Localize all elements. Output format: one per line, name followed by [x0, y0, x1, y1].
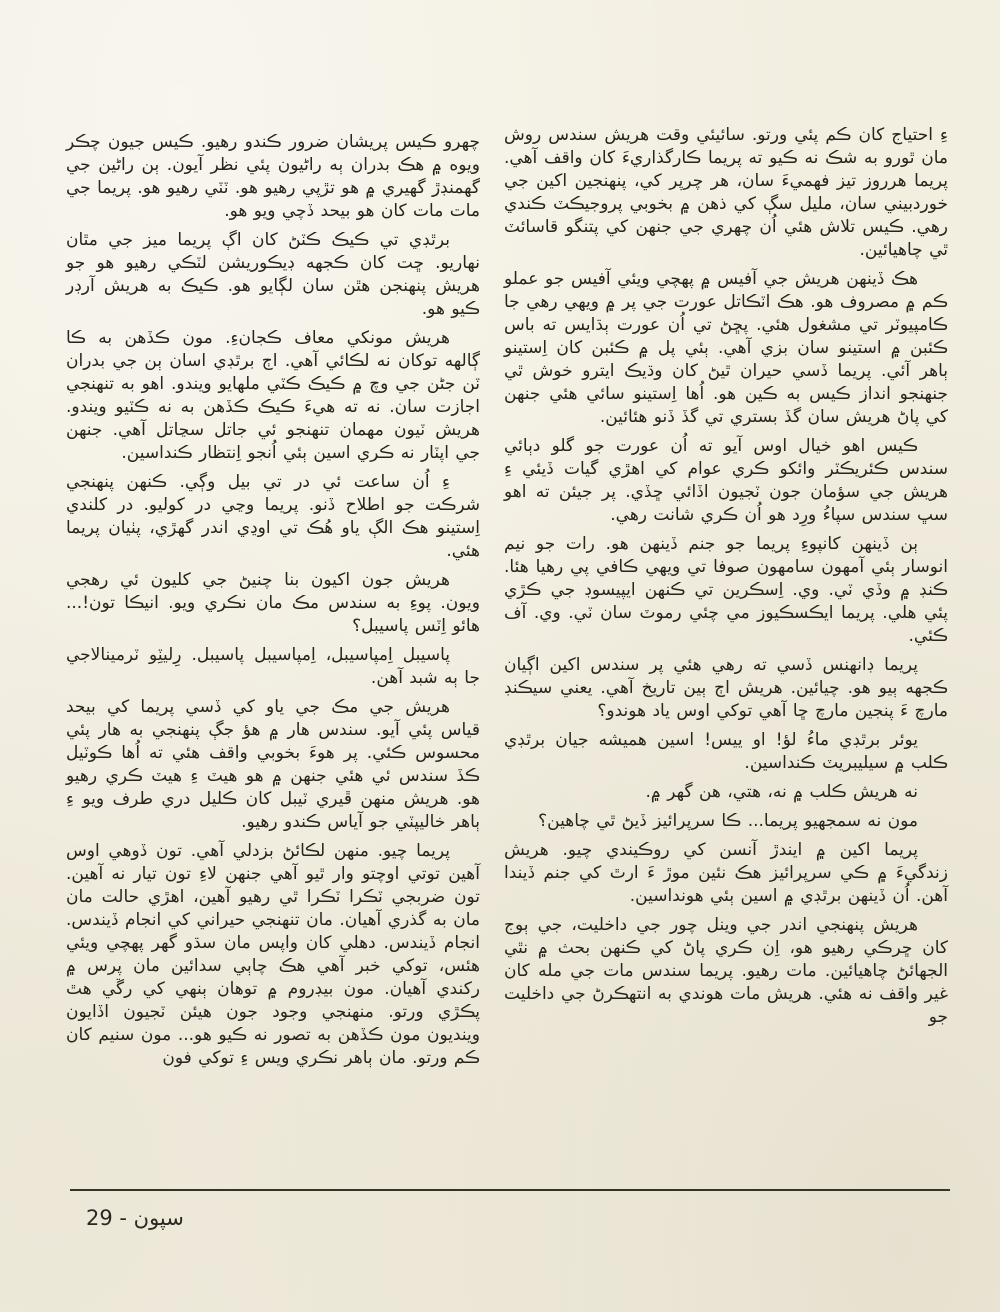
- paragraph: هريش مونکي معاف ڪجانءِ. مون ڪڏهن به ڪا ڳالهه توکان نه لڪائي آهي. اڄ برٿڊي اسان ٻن جي بدران ٽن جڻن جي وچ ۾ ڪيڪ ڪٽي ملهايو ويندو. اهو به تنهنجي اجازت سان. نه ته هيءَ ڪيڪ ڪڏهن به نه ڪٽيو ويندو. هريش ٽيون مهمان تنهنجو ئي جاتل سڃاتل آهي. جنهن جي اپٽار نه ڪري اسين ٻئي اُنجو اِنتظار ڪنداسين.: [66, 328, 480, 463]
- paragraph: هريش پنهنجي اندر جي وينل چور جي داخليت، جي ٻوج کان ڇرڪي رهيو هو، اِن ڪري پاڻ کي ڪنهن بحث ۾ نٿي الجهائڻ چاهيائين. مات رهيو. پريما سندس مات جي مله کان غير واقف نه هئي. هريش مات هوندي به انتهڪرڻ جي داخليت جو: [504, 915, 948, 1027]
- paragraph: مون نه سمجهيو پريما... ڪا سرپرائيز ڏيڻ ٿي چاهين؟: [538, 811, 918, 831]
- paragraph: پريما ڊانهنس ڏسي ته رهي هئي پر سندس اکين اڳيان ڪجهه ٻيو هو. چيائين. هريش اڄ ٻين تاريخ آهي. يعني سيڪنڊ مارچ ءَ پنجين مارچ ڇا آهي توکي اوس ياد هوندو؟: [504, 655, 948, 721]
- paragraph: پاسيبل اِمپاسيبل، اِمپاسيبل پاسيبل. رِليٽِو ٽرمينالاجي جا ٻه شبد آهن.: [66, 645, 480, 688]
- paragraph: يوئر برٿڊي ماءُ لؤ! او ييس! اسين هميشه جيان برٿڊي ڪلب ۾ سيليبريٽ ڪنداسين.: [504, 730, 948, 773]
- paragraph: نه هريش ڪلب ۾ نه، هتي، هن گهر ۾.: [645, 782, 918, 802]
- paragraph: ءِ احتياج کان ڪم پئي ورتو. سائيئي وقت هريش سندس روش مان ٿورو به شڪ نه ڪيو ته پريما ڪارگذاريءَ کان واقف آهي. پريما هرروز تيز فهميءَ سان، هر چرپر کي، پنهنجين اکين جي خوردبيني سان، مليل سڳ کي ذهن ۾ بخوبي پروجيڪٽ ڪندي رهي. ڪيس تلاش هئي اُن چهري جي جنهن کي پتنگو قاسائٽ ٿي چاهيائين.: [504, 125, 948, 260]
- page-number-label: سپون - 29: [86, 1206, 184, 1230]
- paragraph: ڪيس اهو خيال اوس آيو ته اُن عورت جو گلو دٻائي سندس ڪئريڪٽر وائکو ڪري عوام کي اهڙي گيات ڏيئي ءِ هريش جي سؤمان جون ٽجيون اڏائي ڇڏي. پر جيئن ته اهو سڀ سندس سپاءُ ورِد هو اُن ڪري شانت رهي.: [504, 436, 948, 525]
- paragraph: چهرو ڪيس پريشان ضرور ڪندو رهيو. ڪيس جيون چڪر ويوه ۾ هڪ بدران ٻه راڻيون پئي نظر آيون. ٻن راڻين جي گهمنڊڙ گهيري ۾ هو تڙپي رهيو هو. ٽٽي رهيو هو. پريما جي مات مات کان هو بيحد ڏچي ويو هو.: [66, 132, 480, 221]
- text-column-right: [504, 124, 948, 1035]
- paragraph: ءِ اُن ساعت ئي در تي بيل وڳي. ڪنهن پنهنجي شرڪت جو اطلاح ڏنو. پريما وڃي در کوليو. در کلندي اِستينو هڪ الڳ ياو هُڪ تي اوڍي اندر گهڙي، پٺيان پريما هئي.: [66, 472, 480, 561]
- paragraph: هڪ ڏينهن هريش جي آفيس ۾ پهچي ويئي آفيس جو عملو ڪم ۾ مصروف هو. هڪ اٽڪاتل عورت جي پر ۾ ويهي رهي جا ڪامپيوٽر تي مشغول هئي. پڇڻ تي اُن عورت ٻڌايس ته باس ڪئبن ۾ استينو سان بزي آهي. ٻئي پل ۾ ڪئبن کان اِستينو ٻاهر آئي. پريما ڏسي حيران ٿيڻ کان وڌيڪ ايترو خوش ٿي جنهنجو انداز ڪيس به ڪين هو. اُها اِستينو سائي هئي جنهن کي پاڻ هريش سان گڏ بستري تي گڏ ڏنو هئائين.: [504, 269, 948, 427]
- paragraph: هريش جي مڪ جي ياو کي ڏسي پريما کي بيحد قياس پئي آيو. سندس هار ۾ هؤ جڳ پنهنجي به هار پئي محسوس ڪئي. پر هوءَ بخوبي واقف هئي ته اُها ڪوٽيل ڪڏ سندس ئي هئي جنهن ۾ هو هيٽ ءِ هيٽ ڪري رهيو هو. هريش منهن ڦيري ٽيبل کان ڪليل دري طرف ويو ءِ ٻاهر خاليپٽي جو آياس ڪندو رهيو.: [66, 697, 480, 832]
- paragraph: پريما چيو. منهن لڪائڻ بزدلي آهي. تون ڏوهي اوس آهين توتي اوچتو وار ٿيو آهي جنهن لاءِ تون تيار نه آهين. تون ضربجي ٽڪرا ٽڪرا ٿي رهيو آهين، اهڙي حالت مان مان به گذري آهيان. مان تنهنجي حيراني کي انجام ڏيندس. انجام ڏيندس. دهلي کان واپس مان سڌو گهر پهچي ويئي هئس، توکي خبر آهي هڪ چاٻي سدائين مان پرس ۾ رکندي آهيان. مون بيڊروم ۾ توهان ٻنهي کي رڱي هٿ پڪڙي ورتو. منهنجي وجود جون هيئن ٽجيون اڏايون وينديون مون ڪڏهن به تصور نه ڪيو هو... مون سنيم کان ڪم ورتو. مان ٻاهر نڪري ويس ءِ توکي فون: [66, 841, 480, 1068]
- text-column-left: [66, 131, 480, 1076]
- footer-divider: [70, 1189, 950, 1191]
- paragraph: هريش جون اکيون بنا چنيڻ جي کليون ئي رهجي ويون. پوءِ به سندس مڪ مان نڪري ويو. انيڪا تون!... هائو اِٽس پاسيبل؟: [66, 570, 480, 636]
- paragraph: پريما اکين ۾ ايندڙ آنسن کي روڪيندي چيو. هريش زندگيءَ ۾ ڪي سرپرائيز هڪ نئين موڙ ءَ ارٿ کي جنم ڏيندا آهن. اُن ڏينهن برٿڊي ۾ اسين ٻئي هونداسين.: [504, 840, 948, 906]
- paragraph: ٻن ڏينهن کانپوءِ پريما جو جنم ڏينهن هو. رات جو نيم انوسار ٻئي آمهون سامهون صوفا تي ويهي ڪافي پي رهيا هئا. ڪنڊ ۾ وڏي ٽي. وي. اِسڪرين تي ڪنهن ايپيسوڊ جي ڪڙي پئي هلي. پريما ايڪسڪيوز مي چئي رموٽ سان ٽي. وي. آف ڪئي.: [504, 534, 948, 646]
- paragraph: برٿڊي تي ڪيڪ ڪٽڻ کان اڳ پريما ميز جي مٿان نهاريو. ڇت کان ڪجهه ڊيڪوريشن لٽڪي رهيو هو جو هريش پنهنجن هٿن سان لڳايو هو. ڪيڪ به هريش آرڊر ڪيو هو.: [66, 230, 480, 319]
